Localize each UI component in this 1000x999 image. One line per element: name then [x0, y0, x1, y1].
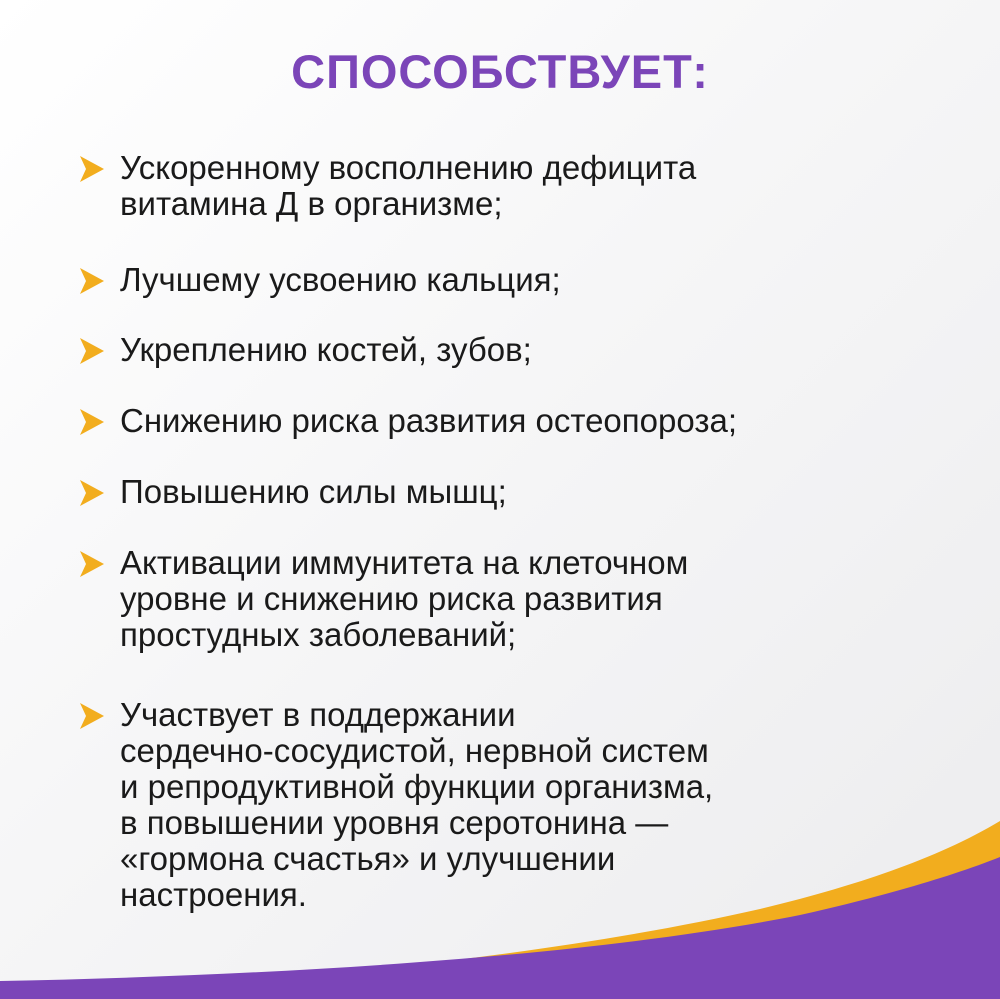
list-item — [78, 474, 938, 510]
triangle-bullet-icon — [78, 154, 106, 184]
triangle-bullet-icon — [78, 336, 106, 366]
triangle-bullet-icon — [78, 266, 106, 296]
triangle-bullet-icon — [78, 407, 106, 437]
list-item-text: Снижению риска развития остеопороза; — [120, 402, 737, 439]
list-item — [78, 150, 938, 222]
triangle-bullet-icon — [78, 478, 106, 508]
list-item-text: Укреплению костей, зубов; — [120, 331, 532, 368]
triangle-bullet-icon — [78, 701, 106, 731]
list-item-text: Участвует в поддержании сердечно-сосудистой, нервной систем и репродуктивной функции организма, в повышении уровня серотонина — «гормона счастья» и улучшении настроения. — [120, 696, 714, 913]
list-item-text: Лучшему усвоению кальция; — [120, 261, 561, 298]
page-title: СПОСОБСТВУЕТ: — [291, 45, 709, 98]
list-item-text: Повышению силы мышц; — [120, 473, 507, 510]
decorative-wave — [0, 799, 1000, 999]
purple-wave-band — [0, 857, 1000, 999]
list-item-text: Ускоренному восполнению дефицита витамина Д в организме; — [120, 149, 697, 222]
list-item — [78, 545, 938, 653]
list-item — [78, 332, 938, 368]
triangle-bullet-icon — [78, 549, 106, 579]
list-item — [78, 262, 938, 298]
list-item — [78, 403, 938, 439]
list-item-text: Активации иммунитета на клеточном уровне и снижению риска развития простудных заболеваний; — [120, 544, 689, 653]
